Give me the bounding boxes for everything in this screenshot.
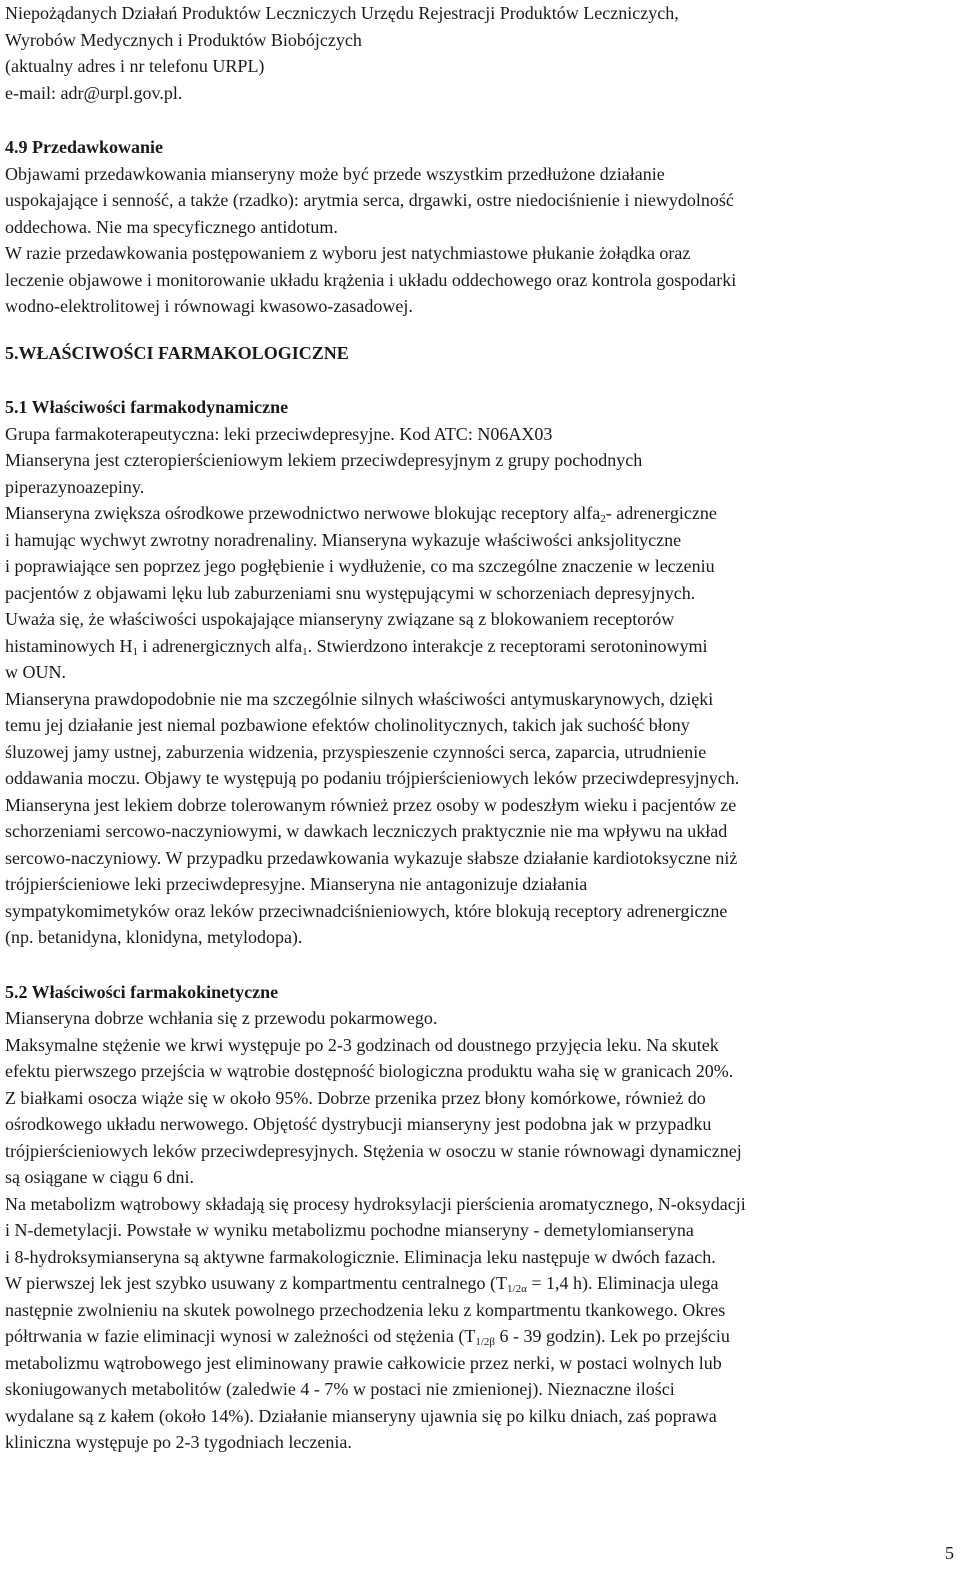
text-line: oddawania moczu. Objawy te występują po podaniu trójpierścieniowych leków przeciwdepresyjnych. (5, 768, 740, 788)
text-line: sercowo-naczyniowy. W przypadku przedawkowania wykazuje słabsze działanie kardiotoksyczne niż (5, 847, 738, 868)
text-line: uspokajające i senność, a także (rzadko): arytmia serca, drgawki, ostre niedociśnienie i niewydolność (5, 190, 734, 210)
text-line: Uważa się, że właściwości uspokajające mianseryny związane są z blokowaniem receptorów (5, 609, 675, 629)
text-line: wodno-elektrolitowej i równowagi kwasowo-zasadowej. (5, 296, 413, 316)
text-line: Objawami przedawkowania mianseryny może być przede wszystkim przedłużone działanie (5, 163, 665, 184)
subscript: 1/2α (507, 1283, 527, 1295)
text-line: ośrodkowego układu nerwowego. Objętość dystrybucji mianseryny jest podobna jak w przypadku (5, 1114, 712, 1134)
text-line: kliniczna występuje po 2-3 tygodniach leczenia. (5, 1432, 352, 1452)
text-line: są osiągane w ciągu 6 dni. (5, 1167, 194, 1187)
text-line: Z białkami osocza wiąże się w około 95%. Dobrze przenika przez błony komórkowe, również do (5, 1087, 706, 1108)
page-number: 5 (945, 1543, 954, 1563)
subscript: 1 (302, 645, 308, 658)
section-5-1 (5, 394, 955, 951)
text-line: w OUN. (5, 662, 66, 682)
text-line (5, 1323, 955, 1350)
text-line: Niepożądanych Działań Produktów Leczniczych Urzędu Rejestracji Produktów Leczniczych, (5, 3, 679, 23)
text-line: trójpierścieniowych leków przeciwdepresyjnych. Stężenia w osoczu w stanie równowagi dynamicznej (5, 1140, 742, 1161)
text-line: e-mail: adr@urpl.gov.pl. (5, 82, 183, 103)
text-segment: półtrwania w fazie eliminacji wynosi w zależności od stężenia (T (5, 1326, 476, 1346)
text-line: piperazynoazepiny. (5, 476, 145, 497)
text-line: W razie przedawkowania postępowaniem z wyboru jest natychmiastowe płukanie żołądka oraz (5, 243, 691, 263)
text-line: sympatykomimetyków oraz leków przeciwnadciśnieniowych, które blokują receptory adrenergiczne (5, 900, 728, 921)
document-page (5, 0, 955, 1456)
text-line: i 8-hydroksymianseryna są aktywne farmakologicznie. Eliminacja leku następuje w dwóch fazach. (5, 1246, 716, 1267)
text-line: metabolizmu wątrobowego jest eliminowany prawie całkowicie przez nerki, w postaci wolnych lub (5, 1352, 722, 1373)
text-line: wydalane są z kałem (około 14%). Działanie mianseryny ujawnia się po kilku dniach, zaś poprawa (5, 1405, 717, 1426)
text-segment: i adrenergicznych alfa (138, 635, 303, 656)
text-line: Mianseryna dobrze wchłania się z przewodu pokarmowego. (5, 1008, 438, 1028)
section-4-9 (5, 134, 955, 320)
text-line (5, 633, 955, 660)
text-line: i N-demetylacji. Powstałe w wyniku metabolizmu pochodne mianseryny - demetylomianseryna (5, 1220, 694, 1240)
text-line: i hamując wychwyt zwrotny noradrenaliny. Mianseryna wykazuje właściwości anksjolityczne (5, 529, 682, 550)
text-line: Grupa farmakoterapeutyczna: leki przeciwdepresyjne. Kod ATC: N06AX03 (5, 423, 553, 444)
section-5-2 (5, 979, 955, 1456)
subscript: 1 (132, 645, 138, 658)
text-line: schorzeniami sercowo-naczyniowymi, w dawkach leczniczych praktycznie nie ma wpływu na układ (5, 821, 728, 841)
text-segment: 6 - 39 godzin). Lek po przejściu (494, 1326, 730, 1346)
header-block (5, 0, 955, 106)
text-line: Mianseryna jest lekiem dobrze tolerowanym również przez osoby w podeszłym wieku i pacjentów ze (5, 794, 737, 815)
text-segment: - adrenergiczne (605, 503, 717, 523)
text-line (5, 1270, 955, 1297)
subscript: 1/2β (475, 1336, 495, 1348)
text-line: oddechowa. Nie ma specyficznego antidotum. (5, 216, 338, 237)
text-line: śluzowej jamy ustnej, zaburzenia widzenia, przyspieszenie czynności serca, zaparcia, utrudnienie (5, 741, 707, 762)
text-line: Mianseryna jest czteropierścieniowym lekiem przeciwdepresyjnym z grupy pochodnych (5, 450, 643, 470)
section-heading: 5.2 Właściwości farmakokinetyczne (5, 981, 279, 1002)
text-segment: histaminowych H (5, 635, 133, 656)
text-segment: = 1,4 h). Eliminacja ulega (526, 1273, 719, 1293)
text-line: Maksymalne stężenie we krwi występuje po 2-3 godzinach od doustnego przyjęcia leku. Na skutek (5, 1034, 719, 1055)
text-line: trójpierścieniowe leki przeciwdepresyjne. Mianseryna nie antagonizuje działania (5, 874, 588, 894)
text-segment: . Stwierdzono interakcje z receptorami serotoninowymi (307, 635, 708, 656)
text-line: leczenie objawowe i monitorowanie układu krążenia i układu oddechowego oraz kontrola gospodarki (5, 269, 737, 290)
chapter-heading: 5.WŁAŚCIWOŚCI FARMAKOLOGICZNE (5, 342, 349, 363)
text-line: pacjentów z objawami lęku lub zaburzeniami snu występującymi w schorzeniach depresyjnych. (5, 582, 696, 603)
text-line: Wyrobów Medycznych i Produktów Biobójczych (5, 29, 362, 50)
text-line: Na metabolizm wątrobowy składają się procesy hydroksylacji pierścienia aromatycznego, N-oksydacji (5, 1193, 746, 1214)
text-line: temu jej działanie jest niemal pozbawione efektów cholinolitycznych, takich jak suchość błony (5, 715, 690, 735)
text-line: (np. betanidyna, klonidyna, metylodopa). (5, 927, 303, 947)
text-line: efektu pierwszego przejścia w wątrobie dostępność biologiczna produktu waha się w granicach 20%. (5, 1061, 734, 1081)
section-heading: 4.9 Przedawkowanie (5, 137, 163, 157)
text-line: i poprawiające sen poprzez jego pogłębienie i wydłużenie, co ma szczególne znaczenie w leczeniu (5, 556, 715, 576)
text-line (5, 500, 955, 527)
text-segment: Mianseryna zwiększa ośrodkowe przewodnictwo nerwowe blokując receptory alfa (5, 503, 601, 523)
section-heading: 5.1 Właściwości farmakodynamiczne (5, 397, 289, 417)
text-line: skoniugowanych metabolitów (zaledwie 4 - 7% w postaci nie zmienionej). Nieznaczne ilości (5, 1379, 675, 1399)
text-line: (aktualny adres i nr telefonu URPL) (5, 56, 265, 76)
text-segment: W pierwszej lek jest szybko usuwany z kompartmentu centralnego (T (5, 1273, 508, 1293)
text-line: następnie zwolnieniu na skutek powolnego przechodzenia leku z kompartmentu tkankowego. Okres (5, 1299, 726, 1320)
text-line: Mianseryna prawdopodobnie nie ma szczególnie silnych właściwości antymuskarynowych, dzięki (5, 688, 714, 709)
subscript: 2 (600, 513, 606, 525)
